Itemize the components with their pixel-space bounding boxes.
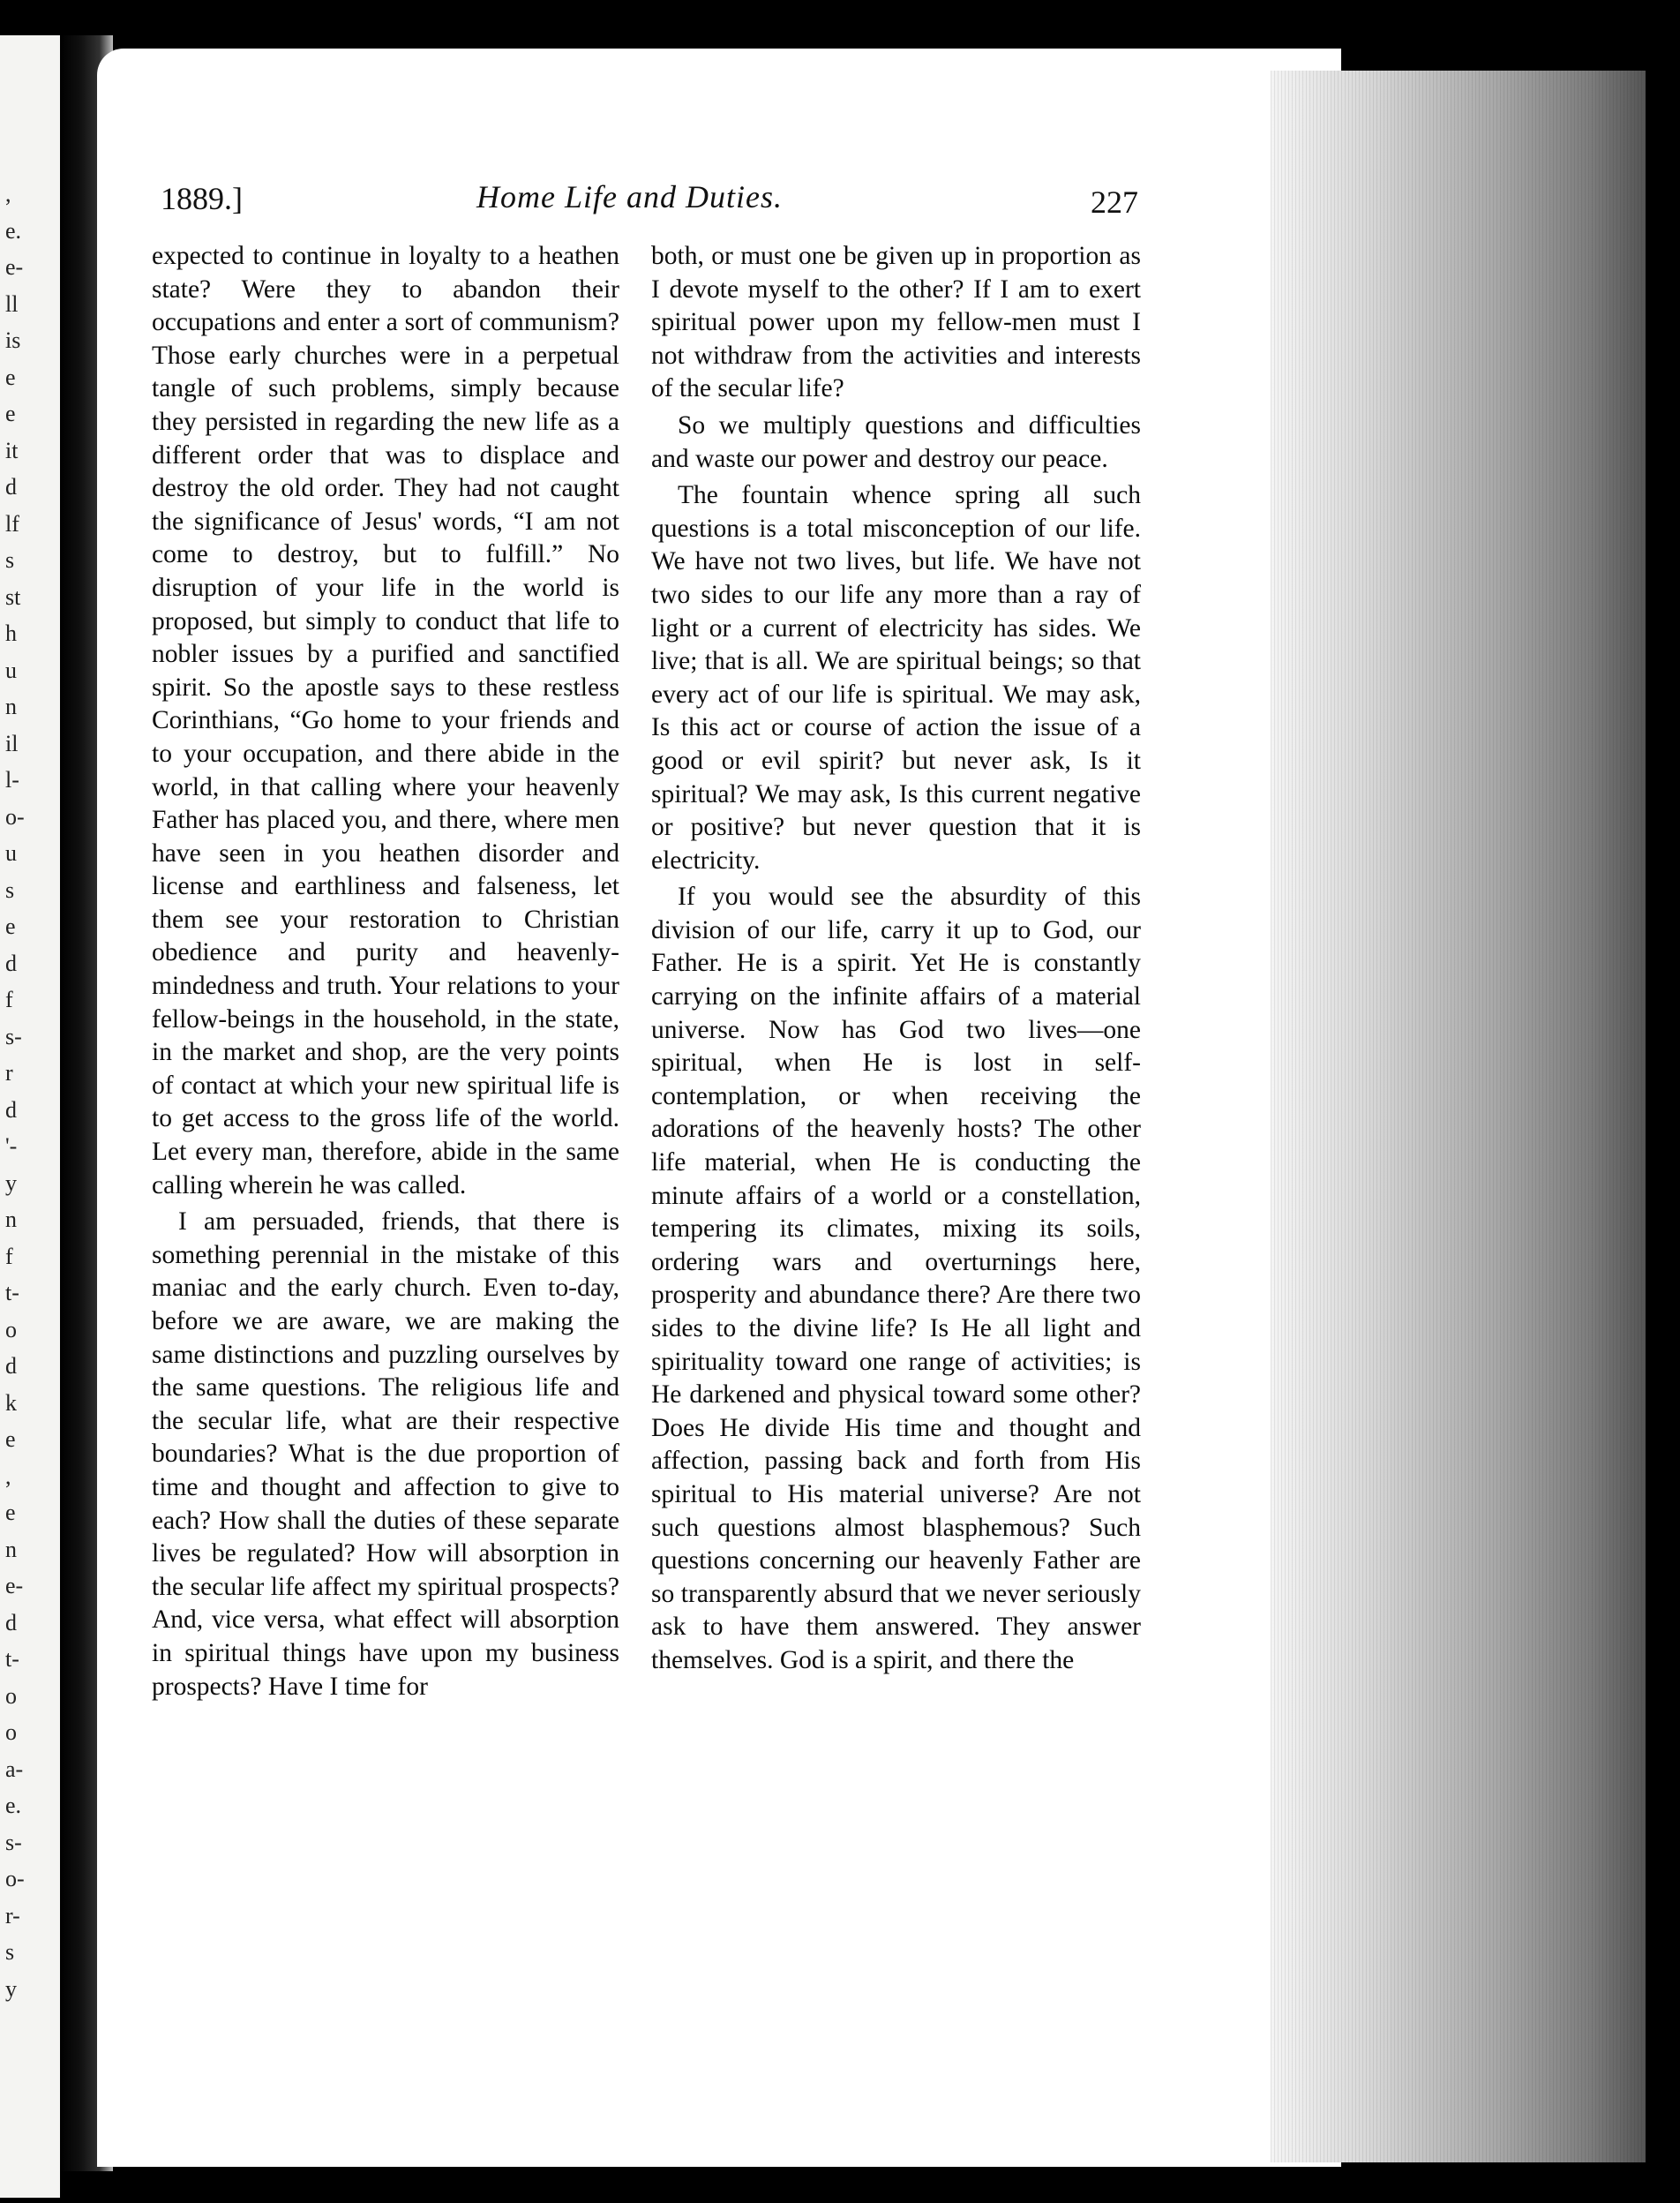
running-head-title: Home Life and Duties. xyxy=(476,179,783,214)
facing-page-fragment: u xyxy=(5,657,17,683)
facing-page-fragment: e xyxy=(5,1500,16,1525)
left-column xyxy=(152,240,619,1703)
facing-page-fragment: is xyxy=(5,327,21,353)
facing-page-fragment: t- xyxy=(5,1646,19,1672)
facing-page-fragment: s xyxy=(5,1939,15,1965)
paragraph: So we multiply questions and difficulties and waste our power and destroy our peace. xyxy=(651,410,1141,473)
facing-page-fragment: u xyxy=(5,840,17,866)
facing-page-fragment: e. xyxy=(5,1793,22,1818)
right-column xyxy=(651,240,1141,1678)
page-number: 227 xyxy=(1091,184,1138,220)
facing-page-fragment: st xyxy=(5,583,21,610)
facing-page-fragment: n xyxy=(5,694,17,719)
facing-page-edge xyxy=(0,35,60,2198)
facing-page-fragment: , xyxy=(5,181,11,207)
facing-page-fragment: y xyxy=(5,1975,17,2002)
page-edges xyxy=(1271,71,1646,2162)
running-head xyxy=(150,177,1138,229)
facing-page-fragment: n xyxy=(5,1536,17,1562)
facing-page-fragment: d xyxy=(5,1609,17,1635)
facing-page-fragment: s- xyxy=(5,1023,22,1049)
facing-page-fragment: o xyxy=(5,1316,17,1342)
facing-page-fragment: o xyxy=(5,1682,17,1709)
facing-page-fragment: r xyxy=(5,1060,13,1086)
facing-page-fragment: r- xyxy=(5,1902,20,1929)
facing-page-fragment: t- xyxy=(5,1280,19,1305)
facing-page-fragment: , xyxy=(5,1462,11,1489)
paragraph: expected to continue in loyalty to a heathen state? Were they to abandon their occupations and enter a sort of communism? Those early churches were in a perpetual tangle of such problems, simply because they persisted in regarding the new life as a different order that was to displace and destroy the old order. They had not caught the significance of Jesus' words, “I am not come to destroy, but to fulfill.” No disruption of your life in the world is proposed, but simply to conduct that life to nobler issues by a purified and sanctified spirit. So the apostle says to these restless Corinthians, “Go home to your friends and to your occupation, and there abide in the world, in that calling where your heavenly Father has placed you, and there, where men have seen in you heathen disorder and license and earthliness and falseness, let them see your restoration to Christian obedience and purity and heavenly-mindedness and truth. Your relations to your fellow-beings in the household, in the state, in the market and shop, are the very points of contact at which your new spiritual life is to get access to the gross life of the world. Let every man, therefore, abide in the same calling wherein he was called. xyxy=(152,242,619,1199)
facing-page-fragment: e xyxy=(5,1426,16,1452)
facing-page-fragment: s- xyxy=(5,1829,22,1855)
facing-page-fragment: e. xyxy=(5,217,22,244)
facing-page-fragment: d xyxy=(5,1353,17,1379)
facing-page-fragment: e xyxy=(5,914,16,939)
facing-page-fragment: y xyxy=(5,1169,17,1196)
facing-page-fragment: e xyxy=(5,364,16,390)
paragraph: The fountain whence spring all such questions is a total misconception of our life. We have not two lives, but life. We have not two sides to our life any more than a ray of light or a current of electricity has sides. We live; that is all. We are spiritual beings; so that every act of our life is spiritual. We may ask, Is this act or course of action the issue of a good or evil spirit? but never ask, Is it spiritual? We may ask, Is this current negative or positive? but never question that it is electricity. xyxy=(651,481,1141,875)
facing-page-fragment: e xyxy=(5,401,16,426)
facing-page-fragment: n xyxy=(5,1207,17,1232)
facing-page-fragment: it xyxy=(5,437,19,463)
paragraph: If you would see the absurdity of this division of our life, carry it up to God, our Father. He is a spirit. Yet He is constantly carrying on the infinite affairs of a material universe. Now has God two lives—one spiritual, when He is lost in self-contemplation, or when receiving the adorations of the heavenly hosts? The other life material, when He is conducting the minute affairs of a world or a constellation, tempering its climates, mixing its soils, ordering wars and overturnings here, prosperity and abundance there? Are there two sides to the divine life? Is He all light and spirituality toward one range of activities; is He darkened and physical toward some other? Does He divide His time and thought and affection, passing back and forth from His spiritual to His material universe? Are not such questions almost blasphemous? Such questions concerning our heavenly Father are so transparently absurd that we never seriously ask to have them answered. They answer themselves. God is a spirit, and there the xyxy=(651,883,1141,1674)
paragraph: both, or must one be given up in proportion as I devote myself to the other? If I am to exert spiritual power upon my fellow-men must I not withdraw from the activities and interests of the secular life? xyxy=(651,242,1141,403)
facing-page-fragment: d xyxy=(5,474,17,500)
facing-page-fragment: h xyxy=(5,620,17,646)
facing-page-fragment: l- xyxy=(5,767,19,793)
facing-page-fragment: s xyxy=(5,876,15,903)
facing-page-fragment: o xyxy=(5,1719,17,1745)
facing-page-fragment: ll xyxy=(5,290,19,317)
facing-page-fragment: o- xyxy=(5,1866,25,1891)
facing-page-fragment: '- xyxy=(5,1133,18,1159)
facing-page-fragment: d xyxy=(5,1096,17,1123)
facing-page-fragment: o- xyxy=(5,803,25,830)
facing-page-fragment: s xyxy=(5,547,15,573)
facing-page-fragment: d xyxy=(5,950,17,976)
paragraph: I am persuaded, friends, that there is something perennial in the mistake of this maniac and the early church. Even to-day, before we are aware, we are making the same distinctions and puzzling ourselves by the same questions. The religious life and the secular life, what are their respective boundaries? What is the due proportion of time and thought and affection to give to each? How shall the duties of these separate lives be regulated? How will absorption in the secular life affect my spiritual prospects? And, vice versa, what effect will absorption in spiritual things have upon my business prospects? Have I time for xyxy=(152,1207,619,1701)
facing-page-fragment: e- xyxy=(5,1573,24,1598)
facing-page-fragment: e- xyxy=(5,254,24,280)
facing-page-fragment: a- xyxy=(5,1756,24,1782)
facing-page-fragment: k xyxy=(5,1389,17,1416)
facing-page-fragment: f xyxy=(5,987,13,1012)
running-head-year: 1889.] xyxy=(161,181,243,216)
facing-page-fragment: f xyxy=(5,1243,13,1269)
facing-page-fragment: il xyxy=(5,730,19,756)
facing-page-fragment: lf xyxy=(5,510,19,537)
